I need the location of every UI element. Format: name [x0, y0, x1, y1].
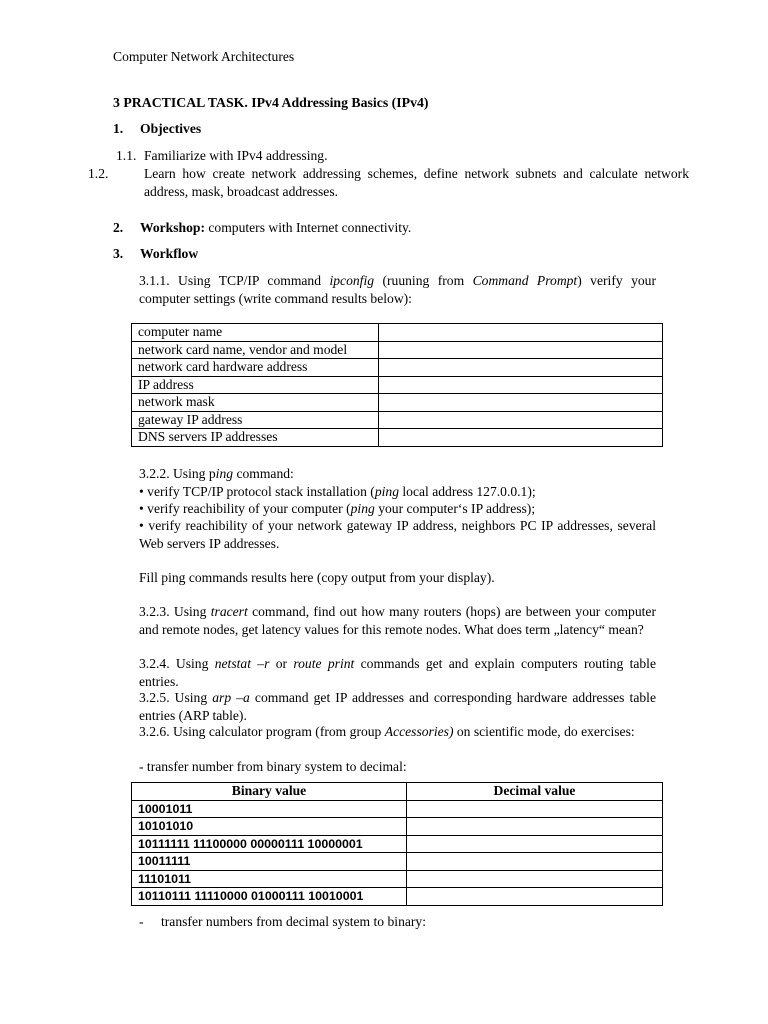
- setting-value-cell: [379, 411, 663, 429]
- setting-value-cell: [379, 359, 663, 377]
- decimal-value-cell: [407, 835, 663, 853]
- table-row: [132, 341, 663, 359]
- section-objectives-heading: 1. Objectives: [113, 121, 202, 136]
- objective-1-1: 1.1. Familiarize with IPv4 addressing.: [116, 148, 328, 163]
- binary-value: 10011111: [132, 853, 407, 871]
- ping-fill-instruction: Fill ping commands results here (copy output from your display).: [139, 570, 495, 585]
- decimal-value-cell: [407, 853, 663, 871]
- decimal-value-cell: [407, 800, 663, 818]
- binary-value: 10110111 11110000 01000111 10010001: [132, 888, 407, 906]
- table-row: [132, 888, 663, 906]
- setting-value-cell: [379, 376, 663, 394]
- setting-value-cell: [379, 429, 663, 447]
- step-3-2-3: 3.2.3. Using tracert command, find out how many routers (hops) are between your computer and remote nodes, get latency values for this remote nodes. What does term „latency“ mean?: [139, 604, 656, 637]
- decimal-to-binary-instruction: - transfer numbers from decimal system to binary:: [139, 914, 427, 929]
- setting-label: IP address: [132, 376, 379, 394]
- binary-value: 10101010: [132, 818, 407, 836]
- running-header: Computer Network Architectures: [113, 49, 295, 64]
- table-row: [132, 870, 663, 888]
- table-row: [132, 324, 663, 342]
- ping-bullet-3: • verify reachibility of your network gateway IP address, neighbors PC IP addresses, several Web servers IP addresses.: [139, 518, 656, 551]
- decimal-value-cell: [407, 888, 663, 906]
- setting-label: computer name: [132, 324, 379, 342]
- table-row: [132, 429, 663, 447]
- objective-1-2: 1.2. Learn how create network addressing schemes, define network subnets and calculate network address, mask, broadcast addresses.: [88, 166, 689, 199]
- setting-value-cell: [379, 341, 663, 359]
- setting-label: DNS servers IP addresses: [132, 429, 379, 447]
- step-3-2-5: 3.2.5. Using arp –a command get IP addresses and corresponding hardware addresses table entries (ARP table).: [139, 690, 656, 723]
- step-3-2-6: 3.2.6. Using calculator program (from group Accessories) on scientific mode, do exercises:: [139, 724, 635, 739]
- header-binary: Binary value: [132, 783, 407, 801]
- table-row: [132, 800, 663, 818]
- setting-label: network mask: [132, 394, 379, 412]
- table-row: [132, 818, 663, 836]
- step-3-2-4: 3.2.4. Using netstat –r or route print commands get and explain computers routing table entries.: [139, 656, 656, 689]
- table-row: [132, 835, 663, 853]
- computer-settings-table: [131, 323, 663, 447]
- setting-value-cell: [379, 394, 663, 412]
- table-row: [132, 376, 663, 394]
- ping-intro: 3.2.2. Using ping command:: [139, 466, 294, 481]
- table-row: [132, 411, 663, 429]
- binary-to-decimal-instruction: - transfer number from binary system to decimal:: [139, 759, 407, 774]
- binary-value: 10111111 11100000 00000111 10000001: [132, 835, 407, 853]
- setting-label: network card hardware address: [132, 359, 379, 377]
- binary-decimal-table: [131, 782, 663, 906]
- table-row: [132, 394, 663, 412]
- setting-label: gateway IP address: [132, 411, 379, 429]
- step-3-1-1: 3.1.1. Using TCP/IP command ipconfig (ruuning from Command Prompt) verify your computer settings (write command results below):: [139, 273, 656, 306]
- setting-value-cell: [379, 324, 663, 342]
- decimal-value-cell: [407, 870, 663, 888]
- table-row: [132, 853, 663, 871]
- decimal-value-cell: [407, 818, 663, 836]
- ping-bullet-2: • verify reachibility of your computer (ping your computer‘s IP address);: [139, 501, 536, 516]
- ping-bullet-1: • verify TCP/IP protocol stack installation (ping local address 127.0.0.1);: [139, 483, 536, 499]
- header-decimal: Decimal value: [407, 783, 663, 801]
- binary-value: 10001011: [132, 800, 407, 818]
- setting-label: network card name, vendor and model: [132, 341, 379, 359]
- task-title: 3 PRACTICAL TASK. IPv4 Addressing Basics (IPv4): [113, 95, 429, 110]
- table-header-row: [132, 783, 663, 801]
- section-workflow-heading: 3. Workflow: [113, 246, 199, 261]
- section-workshop: 2. Workshop: computers with Internet connectivity.: [113, 220, 412, 235]
- table-row: [132, 359, 663, 377]
- step-3-2-2: [139, 465, 656, 518]
- binary-value: 11101011: [132, 870, 407, 888]
